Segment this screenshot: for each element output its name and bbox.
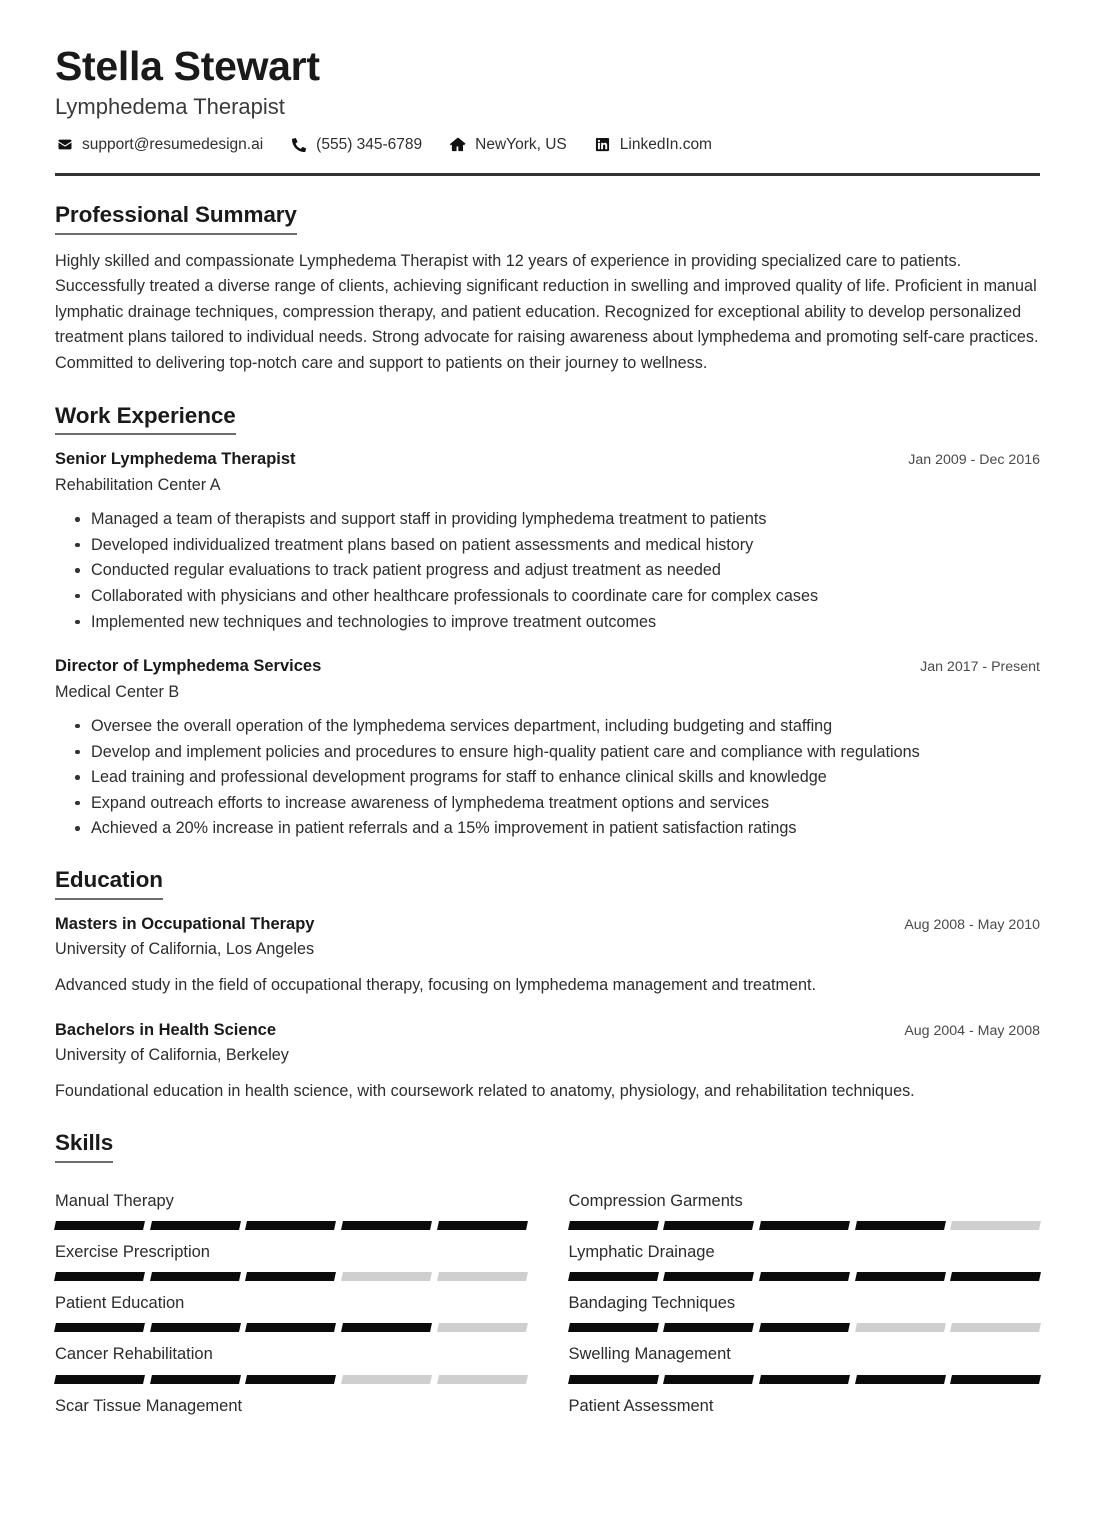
skill-name: Swelling Management [568, 1345, 731, 1364]
skill-level-segment [54, 1375, 145, 1384]
skill-item [569, 1230, 1041, 1281]
skill-level-bar [55, 1221, 527, 1230]
education-entry-date: Aug 2004 - May 2008 [904, 1022, 1040, 1039]
home-icon [448, 137, 467, 153]
skill-level-segment [663, 1272, 754, 1281]
work-entry [55, 449, 1040, 634]
linkedin-icon [593, 137, 612, 153]
education-entry-description: Foundational education in health science, with coursework related to anatomy, physiology, and rehabilitation techniques. [55, 1081, 915, 1100]
skill-level-segment [437, 1323, 528, 1332]
candidate-job-title: Lymphedema Therapist [55, 94, 285, 120]
skill-level-bar [569, 1375, 1041, 1384]
skill-item [55, 1179, 527, 1230]
contact-linkedin-text: LinkedIn.com [619, 135, 712, 153]
skill-level-segment [245, 1375, 336, 1384]
skill-item [569, 1332, 1041, 1383]
skill-item [55, 1332, 527, 1383]
candidate-name: Stella Stewart [55, 43, 320, 89]
skill-level-segment [855, 1375, 946, 1384]
bullet-item: Developed individualized treatment plans based on patient assessments and medical history [55, 533, 1040, 558]
skill-level-bar [55, 1375, 527, 1384]
education-entry-school: University of California, Los Angeles [55, 940, 315, 959]
skill-name: Compression Garments [568, 1191, 743, 1210]
skill-level-segment [341, 1323, 432, 1332]
contact-location[interactable] [448, 137, 567, 153]
education-entry-description: Advanced study in the field of occupational therapy, focusing on lymphedema management and treatment. [55, 975, 816, 994]
skill-level-segment [663, 1323, 754, 1332]
skill-level-segment [245, 1323, 336, 1332]
skill-level-bar [569, 1272, 1041, 1281]
bullet-item: Expand outreach efforts to increase awareness of lymphedema treatment options and services [55, 791, 1040, 816]
skill-item [569, 1179, 1041, 1230]
skill-level-segment [855, 1272, 946, 1281]
professional-summary-text: Highly skilled and compassionate Lymphedema Therapist with 12 years of experience in providing specialized care to patients. Successfully treated a diverse range of clients, achieving significant reduction in swelling and improved quality of life. Proficient in manual lymphatic drainage techniques, compression therapy, and patient education. Recognized for exceptional ability to develop personalized treatment plans tailored to individual needs. Strong advocate for raising awareness about lymphedema and promoting self-care practices. Committed to delivering top-notch care and support to patients on their journey to wellness. [55, 251, 1039, 372]
education-entry-school: University of California, Berkeley [55, 1046, 289, 1065]
skill-level-bar [569, 1323, 1041, 1332]
skill-level-segment [855, 1323, 946, 1332]
skill-level-segment [855, 1221, 946, 1230]
skill-level-segment [341, 1375, 432, 1384]
education-entry-date: Aug 2008 - May 2010 [904, 916, 1040, 933]
section-heading-work-experience: Work Experience [55, 403, 236, 436]
skill-name: Patient Assessment [568, 1396, 714, 1415]
skill-name: Exercise Prescription [55, 1242, 210, 1261]
resume-header [55, 44, 1040, 176]
work-entry-header [55, 656, 1040, 677]
skill-level-segment [568, 1221, 659, 1230]
skill-level-segment [54, 1323, 145, 1332]
skill-level-bar [55, 1323, 527, 1332]
skill-level-segment [245, 1221, 336, 1230]
bullet-item: Implemented new techniques and technologies to improve treatment outcomes [55, 610, 1040, 635]
skill-level-segment [759, 1375, 850, 1384]
skill-level-segment [54, 1272, 145, 1281]
section-work-experience [55, 403, 1040, 842]
education-entry-degree: Masters in Occupational Therapy [55, 914, 315, 933]
skills-grid [55, 1179, 1040, 1426]
bullet-item: Collaborated with physicians and other healthcare professionals to coordinate care for complex cases [55, 584, 1040, 609]
bullet-item: Conducted regular evaluations to track patient progress and adjust treatment as needed [55, 558, 1040, 583]
work-entry-organization: Rehabilitation Center A [55, 475, 221, 494]
skill-level-segment [568, 1375, 659, 1384]
skill-level-segment [950, 1323, 1041, 1332]
phone-icon [289, 137, 308, 153]
skill-level-segment [341, 1221, 432, 1230]
work-entry-date: Jan 2017 - Present [920, 659, 1040, 676]
bullet-item: Lead training and professional development programs for staff to enhance clinical skills and knowledge [55, 765, 1040, 790]
skill-level-segment [759, 1272, 850, 1281]
skill-level-segment [950, 1272, 1041, 1281]
work-entry-bullets [55, 714, 1040, 841]
bullet-item: Achieved a 20% increase in patient referrals and a 15% improvement in patient satisfaction ratings [55, 816, 1040, 841]
skill-level-segment [437, 1221, 528, 1230]
skill-level-segment [150, 1323, 241, 1332]
skill-item [55, 1281, 527, 1332]
skill-level-segment [950, 1375, 1041, 1384]
section-professional-summary [55, 202, 1040, 377]
bullet-item: Managed a team of therapists and support staff in providing lymphedema treatment to patients [55, 507, 1040, 532]
skill-level-segment [663, 1221, 754, 1230]
contact-phone-text: (555) 345-6789 [316, 135, 423, 153]
skill-level-segment [150, 1272, 241, 1281]
contact-phone[interactable] [289, 137, 422, 153]
skill-item [569, 1384, 1041, 1426]
contact-location-text: NewYork, US [475, 135, 567, 153]
work-entry-organization: Medical Center B [55, 682, 180, 701]
work-entry-header [55, 449, 1040, 470]
work-entry-title: Director of Lymphedema Services [55, 657, 322, 676]
skill-name: Scar Tissue Management [55, 1396, 243, 1415]
work-entry [55, 656, 1040, 841]
skill-level-segment [245, 1272, 336, 1281]
education-entry [55, 914, 1040, 998]
education-entry-header [55, 1020, 1040, 1041]
skill-name: Bandaging Techniques [568, 1294, 736, 1313]
skill-name: Cancer Rehabilitation [55, 1345, 213, 1364]
education-entry-header [55, 914, 1040, 935]
contact-linkedin[interactable] [593, 137, 712, 153]
skill-item [55, 1230, 527, 1281]
work-entry-bullets [55, 507, 1040, 634]
education-entry [55, 1020, 1040, 1104]
skill-level-segment [663, 1375, 754, 1384]
skill-item [55, 1384, 527, 1426]
skill-level-segment [759, 1323, 850, 1332]
bullet-item: Develop and implement policies and procedures to ensure high-quality patient care and compliance with regulations [55, 740, 1040, 765]
section-heading-education: Education [55, 867, 163, 900]
section-skills [55, 1130, 1040, 1426]
skill-level-segment [950, 1221, 1041, 1230]
skill-level-segment [437, 1272, 528, 1281]
skill-level-segment [759, 1221, 850, 1230]
skill-name: Patient Education [55, 1294, 185, 1313]
skill-level-segment [341, 1272, 432, 1281]
skill-level-segment [150, 1221, 241, 1230]
contact-row [55, 137, 1040, 153]
section-education [55, 867, 1040, 1104]
contact-email-text: support@resumedesign.ai [82, 135, 264, 153]
skill-level-segment [150, 1375, 241, 1384]
skill-level-segment [54, 1221, 145, 1230]
skill-name: Manual Therapy [55, 1191, 174, 1210]
skill-name: Lymphatic Drainage [568, 1242, 715, 1261]
work-entry-title: Senior Lymphedema Therapist [55, 450, 296, 469]
skill-level-segment [568, 1323, 659, 1332]
skill-item [569, 1281, 1041, 1332]
skill-level-segment [437, 1375, 528, 1384]
section-heading-professional-summary: Professional Summary [55, 202, 297, 235]
education-entry-degree: Bachelors in Health Science [55, 1020, 277, 1039]
contact-email[interactable] [55, 137, 263, 153]
skill-level-bar [569, 1221, 1041, 1230]
skill-level-segment [568, 1272, 659, 1281]
bullet-item: Oversee the overall operation of the lymphedema services department, including budgeting and staffing [55, 714, 1040, 739]
skill-level-bar [55, 1272, 527, 1281]
envelope-icon [55, 137, 74, 153]
header-divider [55, 173, 1040, 176]
work-entry-date: Jan 2009 - Dec 2016 [908, 452, 1040, 469]
section-heading-skills: Skills [55, 1130, 113, 1163]
